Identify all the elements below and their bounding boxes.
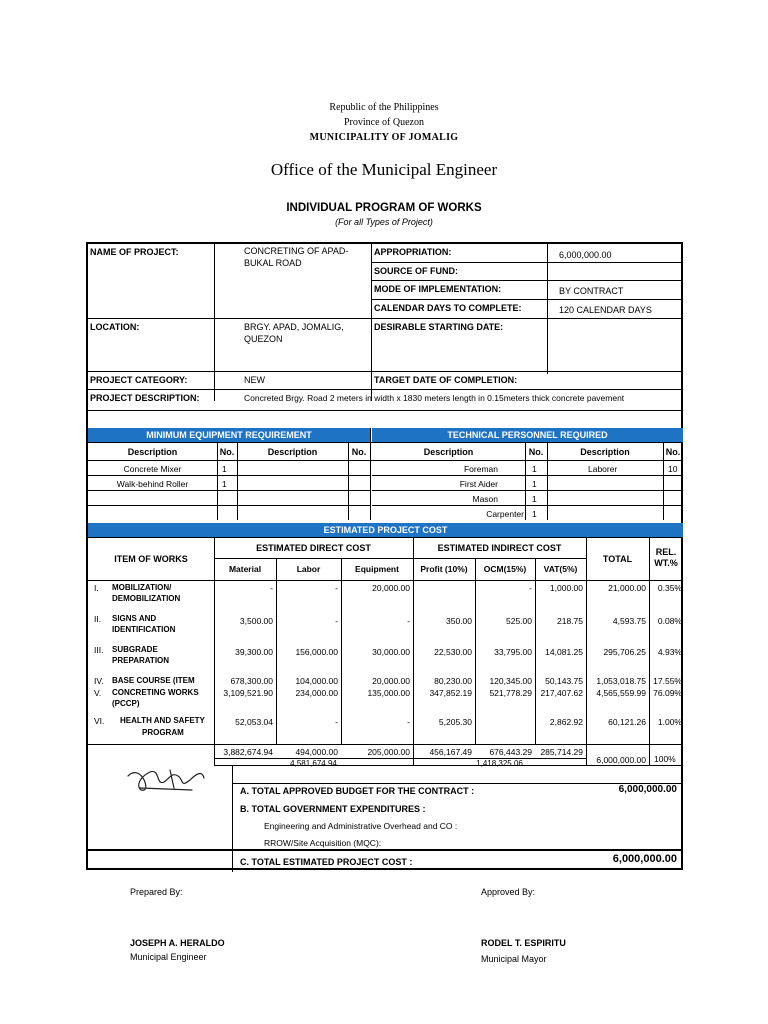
item-number: III. xyxy=(94,645,104,655)
item-name: BASE COURSE (ITEM xyxy=(112,676,195,685)
item-labor: 156,000.00 xyxy=(295,647,338,657)
item-number: II. xyxy=(94,614,102,624)
item-vat: 1,000.00 xyxy=(549,583,583,593)
item-total: 4,565,559.99 xyxy=(596,688,646,698)
office-title: Office of the Municipal Engineer xyxy=(270,160,498,179)
item-name-line2: PROGRAM xyxy=(142,728,184,737)
document-subtitle: (For all Types of Project) xyxy=(335,217,433,227)
col-vat: VAT(5%) xyxy=(543,564,578,574)
item-profit: 22,530.00 xyxy=(434,647,472,657)
item-labor: 234,000.00 xyxy=(295,688,338,698)
item-ocm: 33,795.00 xyxy=(494,647,532,657)
target-date-label: TARGET DATE OF COMPLETION: xyxy=(374,375,518,385)
item-name-line2: (PCCP) xyxy=(112,699,140,708)
item-name: SUBGRADE xyxy=(112,645,158,654)
item-total: 295,706.25 xyxy=(603,647,646,657)
sum-direct-cost: 4,581,674.94 xyxy=(290,759,337,768)
location-value: BRGY. APAD, JOMALIG, QUEZON xyxy=(244,322,344,344)
personnel-row-no: 1 xyxy=(532,494,537,504)
calendar-days-label: CALENDAR DAYS TO COMPLETE: xyxy=(374,303,522,313)
item-rel: 0.08% xyxy=(657,616,682,626)
item-rel: 1.00% xyxy=(657,717,682,727)
item-equipment: 20,000.00 xyxy=(372,583,410,593)
rrow-site-acquisition-label: RROW/Site Acquisition (MQC): xyxy=(264,838,382,848)
item-vat: 217,407.62 xyxy=(540,688,583,698)
col-ocm: OCM(15%) xyxy=(483,564,527,574)
header-province: Province of Quezon xyxy=(344,117,424,128)
item-rel: 0.35% xyxy=(657,583,682,593)
item-labor: - xyxy=(335,717,338,727)
signature-icon xyxy=(120,758,212,798)
item-material: 3,109,521.90 xyxy=(223,688,273,698)
sum-profit: 456,167.49 xyxy=(429,747,472,757)
location-label: LOCATION: xyxy=(90,322,140,332)
item-material: 3,500.00 xyxy=(239,616,273,626)
item-name-line2: PREPARATION xyxy=(112,656,170,665)
item-name-line2: DEMOBILIZATION xyxy=(112,594,181,603)
item-number: V. xyxy=(94,688,102,698)
item-number: IV. xyxy=(94,676,104,686)
item-equipment: 30,000.00 xyxy=(372,647,410,657)
col-estimated-direct-cost: ESTIMATED DIRECT COST xyxy=(256,543,371,553)
item-ocm: 525.00 xyxy=(506,616,532,626)
appropriation-label: APPROPRIATION: xyxy=(374,247,452,257)
equipment-col-no: No. xyxy=(219,447,235,457)
item-equipment: 135,000.00 xyxy=(367,688,410,698)
item-name: HEALTH AND SAFETY xyxy=(120,716,205,725)
item-rel: 4.93% xyxy=(657,647,682,657)
personnel-col-no-2: No. xyxy=(665,447,681,457)
item-vat: 50,143.75 xyxy=(545,676,583,686)
item-profit: 5,205.30 xyxy=(438,717,472,727)
item-labor: - xyxy=(335,616,338,626)
item-number: I. xyxy=(94,583,99,593)
equipment-col-no-2: No. xyxy=(351,447,367,457)
equipment-row-no: 1 xyxy=(222,464,227,474)
item-ocm: 120,345.00 xyxy=(489,676,532,686)
item-name-line2: IDENTIFICATION xyxy=(112,625,176,634)
personnel-row-no: 1 xyxy=(532,479,537,489)
personnel-row-no: 1 xyxy=(532,464,537,474)
item-total: 4,593.75 xyxy=(612,616,646,626)
total-government-expenditures-label: B. TOTAL GOVERNMENT EXPENDITURES : xyxy=(240,804,426,814)
personnel-row: Foreman xyxy=(463,464,498,474)
calendar-days-value: 120 CALENDAR DAYS xyxy=(559,305,652,315)
item-material: 39,300.00 xyxy=(235,647,273,657)
col-item-of-works: ITEM OF WORKS xyxy=(114,554,188,564)
project-category-label: PROJECT CATEGORY: xyxy=(90,375,188,385)
item-equipment: - xyxy=(407,717,410,727)
equipment-col-description: Description xyxy=(127,447,178,457)
project-description-label: PROJECT DESCRIPTION: xyxy=(90,393,200,403)
col-total: TOTAL xyxy=(602,554,633,564)
item-ocm: 521,778.29 xyxy=(489,688,532,698)
personnel-row-no: 1 xyxy=(532,509,537,519)
desirable-starting-date-label: DESIRABLE STARTING DATE: xyxy=(374,322,504,332)
item-material: 678,300.00 xyxy=(230,676,273,686)
cost-section-header: ESTIMATED PROJECT COST xyxy=(88,523,683,537)
name-of-project-label: NAME OF PROJECT: xyxy=(90,247,179,257)
sum-indirect-cost: 1,418,325.06 xyxy=(476,759,523,768)
program-of-works-form xyxy=(86,242,683,870)
approved-by-name: RODEL T. ESPIRITU xyxy=(481,938,566,948)
item-number: VI. xyxy=(94,716,105,726)
personnel-section-header: TECHNICAL PERSONNEL REQUIRED xyxy=(372,428,683,442)
item-material: 52,053.04 xyxy=(235,717,273,727)
item-equipment: 20,000.00 xyxy=(372,676,410,686)
col-profit: Profit (10%) xyxy=(420,564,468,574)
engineering-overhead-label: Engineering and Administrative Overhead and CO : xyxy=(264,821,458,831)
approved-by-title: Municipal Mayor xyxy=(481,954,547,964)
total-approved-budget-value: 6,000,000.00 xyxy=(618,784,677,795)
sum-ocm: 676,443.29 xyxy=(489,747,532,757)
col-rel-wt: REL. WT.% xyxy=(654,547,678,568)
appropriation-value: 6,000,000.00 xyxy=(559,250,612,260)
item-profit: 80,230.00 xyxy=(434,676,472,686)
project-category-value: NEW xyxy=(244,375,265,385)
item-vat: 218.75 xyxy=(557,616,583,626)
personnel-row: Mason xyxy=(472,494,498,504)
item-labor: - xyxy=(335,583,338,593)
personnel-row-2: Laborer xyxy=(588,464,618,474)
prepared-by-name: JOSEPH A. HERALDO xyxy=(130,938,225,948)
item-profit: 347,852.19 xyxy=(429,688,472,698)
item-total: 21,000.00 xyxy=(608,583,646,593)
header-municipality: MUNICIPALITY OF JOMALIG xyxy=(309,132,459,143)
document-title: INDIVIDUAL PROGRAM OF WORKS xyxy=(286,202,482,214)
prepared-by-title: Municipal Engineer xyxy=(130,952,207,962)
mode-of-implementation-value: BY CONTRACT xyxy=(559,286,624,296)
prepared-by-label: Prepared By: xyxy=(130,887,183,897)
item-equipment: - xyxy=(407,616,410,626)
item-profit: 350.00 xyxy=(446,616,472,626)
equipment-row: Walk-behind Roller xyxy=(116,479,189,489)
equipment-row-no: 1 xyxy=(222,479,227,489)
item-labor: 104,000.00 xyxy=(295,676,338,686)
equipment-row: Concrete Mixer xyxy=(123,464,182,474)
item-material: - xyxy=(270,583,273,593)
item-total: 60,121.26 xyxy=(608,717,646,727)
personnel-col-description: Description xyxy=(423,447,474,457)
personnel-col-description-2: Description xyxy=(580,447,630,457)
personnel-col-no: No. xyxy=(528,447,544,457)
total-estimated-project-cost-value: 6,000,000.00 xyxy=(612,853,677,865)
col-material: Material xyxy=(228,564,262,574)
total-approved-budget-label: A. TOTAL APPROVED BUDGET FOR THE CONTRACT : xyxy=(240,786,475,796)
approved-by-label: Approved By: xyxy=(481,887,536,897)
item-total: 1,053,018.75 xyxy=(596,676,646,686)
equipment-section-header: MINIMUM EQUIPMENT REQUIREMENT xyxy=(88,428,370,442)
total-estimated-project-cost-label: C. TOTAL ESTIMATED PROJECT COST : xyxy=(240,857,413,867)
source-of-fund-label: SOURCE OF FUND: xyxy=(374,266,458,276)
item-name: MOBILIZATION/ xyxy=(112,583,172,592)
equipment-col-description-2: Description xyxy=(267,447,318,457)
personnel-row-no-2: 10 xyxy=(668,464,678,474)
item-rel: 17.55% xyxy=(653,676,682,686)
personnel-row: First Aider xyxy=(459,479,498,489)
item-vat: 14,081.25 xyxy=(545,647,583,657)
mode-of-implementation-label: MODE OF IMPLEMENTATION: xyxy=(374,284,502,294)
sum-labor: 494,000.00 xyxy=(295,747,338,757)
header-republic: Republic of the Philippines xyxy=(329,102,439,113)
item-vat: 2,862.92 xyxy=(549,717,583,727)
col-estimated-indirect-cost: ESTIMATED INDIRECT COST xyxy=(437,543,562,553)
item-rel: 76.09% xyxy=(653,688,682,698)
name-of-project-value: CONCRETING OF APAD-BUKAL ROAD xyxy=(244,246,349,268)
personnel-row: Carpenter xyxy=(486,509,524,519)
item-ocm: - xyxy=(529,583,532,593)
sum-equipment: 205,000.00 xyxy=(367,747,410,757)
sum-material: 3,882,674.94 xyxy=(223,747,273,757)
sum-vat: 285,714.29 xyxy=(540,747,583,757)
col-equipment: Equipment xyxy=(355,564,399,574)
sum-total: 6,000,000.00 xyxy=(596,755,646,765)
sum-rel: 100% xyxy=(654,754,676,764)
item-name: CONCRETING WORKS xyxy=(112,688,199,697)
project-description-value: Concreted Brgy. Road 2 meters in width x 1830 meters length in 0.15meters thick concrete pavement xyxy=(244,393,625,403)
item-name: SIGNS AND xyxy=(112,614,157,623)
col-labor: Labor xyxy=(296,564,321,574)
